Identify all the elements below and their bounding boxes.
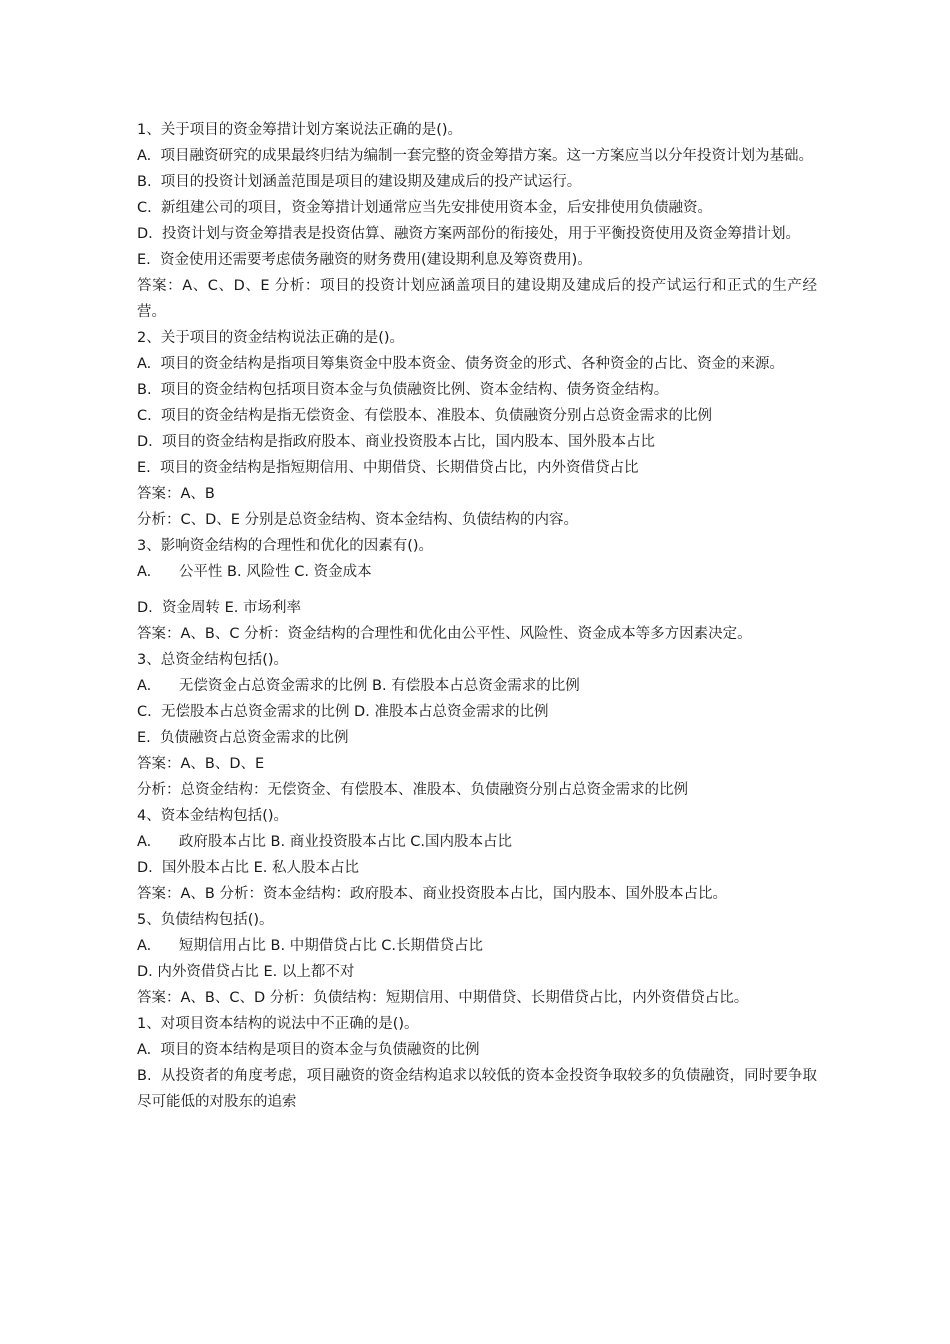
q5-answer: 答案：A、B、C、D 分析：负债结构：短期信用、中期借贷、长期借贷占比，内外资借贷占比。: [137, 990, 749, 1006]
q4-answer: 答案：A、B 分析：资本金结构：政府股本、商业投资股本占比，国内股本、国外股本占比。: [137, 886, 727, 902]
q1-option-d: D. 投资计划与资金筹措表是投资估算、融资方案两部份的衔接处，用于平衡投资使用及资金筹措计划。: [137, 226, 800, 242]
question-4-title: 4、资本金结构包括()。: [137, 808, 289, 824]
q4-options-abc: A. 政府股本占比 B. 商业投资股本占比 C.国内股本占比: [137, 834, 513, 850]
q1-option-e: E. 资金使用还需要考虑债务融资的财务费用(建设期利息及筹资费用)。: [137, 252, 592, 268]
q6-option-a: A. 项目的资本结构是项目的资本金与负债融资的比例: [137, 1042, 480, 1058]
question-3-title: 3、影响资金结构的合理性和优化的因素有()。: [137, 538, 434, 554]
q2-option-a: A. 项目的资金结构是指项目筹集资金中股本资金、债务资金的形式、各种资金的占比、资金的来源。: [137, 356, 784, 372]
q4-options-de: D. 国外股本占比 E. 私人股本占比: [137, 860, 359, 876]
question-1-title: 1、关于项目的资金筹措计划方案说法正确的是()。: [137, 122, 463, 138]
q3b-options-ab: A. 无偿资金占总资金需求的比例 B. 有偿股本占总资金需求的比例: [137, 678, 580, 694]
q5-options-abc: A. 短期信用占比 B. 中期借贷占比 C.长期借贷占比: [137, 938, 484, 954]
q3-options-abc: A. 公平性 B. 风险性 C. 资金成本: [137, 564, 372, 580]
q2-option-d: D. 项目的资金结构是指政府股本、商业投资股本占比，国内股本、国外股本占比: [137, 434, 655, 450]
q3-answer: 答案：A、B、C 分析：资金结构的合理性和优化由公平性、风险性、资金成本等多方因素决定。: [137, 626, 752, 642]
q1-option-a: A. 项目融资研究的成果最终归结为编制一套完整的资金筹措方案。这一方案应当以分年投资计划为基础。: [137, 148, 813, 164]
q2-option-b: B. 项目的资金结构包括项目资本金与负债融资比例、资本金结构、债务资金结构。: [137, 382, 669, 398]
q1-option-c: C. 新组建公司的项目，资金筹措计划通常应当先安排使用资本金，后安排使用负债融资。: [137, 200, 712, 216]
q6-option-b: B. 从投资者的角度考虑，项目融资的资金结构追求以较低的资本金投资争取较多的负债融资，同时要争取尽可能低的对股东的追索: [137, 1068, 817, 1110]
q3b-option-e: E. 负债融资占总资金需求的比例: [137, 730, 349, 746]
spacer: [137, 585, 817, 595]
document-page: [137, 117, 817, 1115]
question-2-title: 2、关于项目的资金结构说法正确的是()。: [137, 330, 405, 346]
q3b-answer: 答案：A、B、D、E: [137, 756, 265, 772]
q3b-options-cd: C. 无偿股本占总资金需求的比例 D. 准股本占总资金需求的比例: [137, 704, 549, 720]
q2-analysis: 分析：C、D、E 分别是总资金结构、资本金结构、负债结构的内容。: [137, 512, 579, 528]
q2-answer: 答案：A、B: [137, 486, 215, 502]
q5-options-de: D. 内外资借贷占比 E. 以上都不对: [137, 964, 355, 980]
q3b-analysis: 分析：总资金结构：无偿资金、有偿股本、准股本、负债融资分别占总资金需求的比例: [137, 782, 688, 798]
question-6-title: 1、对项目资本结构的说法中不正确的是()。: [137, 1016, 419, 1032]
q2-option-c: C. 项目的资金结构是指无偿资金、有偿股本、准股本、负债融资分别占总资金需求的比例: [137, 408, 712, 424]
question-3b-title: 3、总资金结构包括()。: [137, 652, 289, 668]
q1-answer: 答案：A、C、D、E 分析：项目的投资计划应涵盖项目的建设期及建成后的投产试运行和正式的生产经营。: [137, 278, 817, 320]
q3-options-de: D. 资金周转 E. 市场利率: [137, 600, 301, 616]
q1-option-b: B. 项目的投资计划涵盖范围是项目的建设期及建成后的投产试运行。: [137, 174, 582, 190]
q2-option-e: E. 项目的资金结构是指短期信用、中期借贷、长期借贷占比，内外资借贷占比: [137, 460, 639, 476]
question-5-title: 5、负债结构包括()。: [137, 912, 274, 928]
